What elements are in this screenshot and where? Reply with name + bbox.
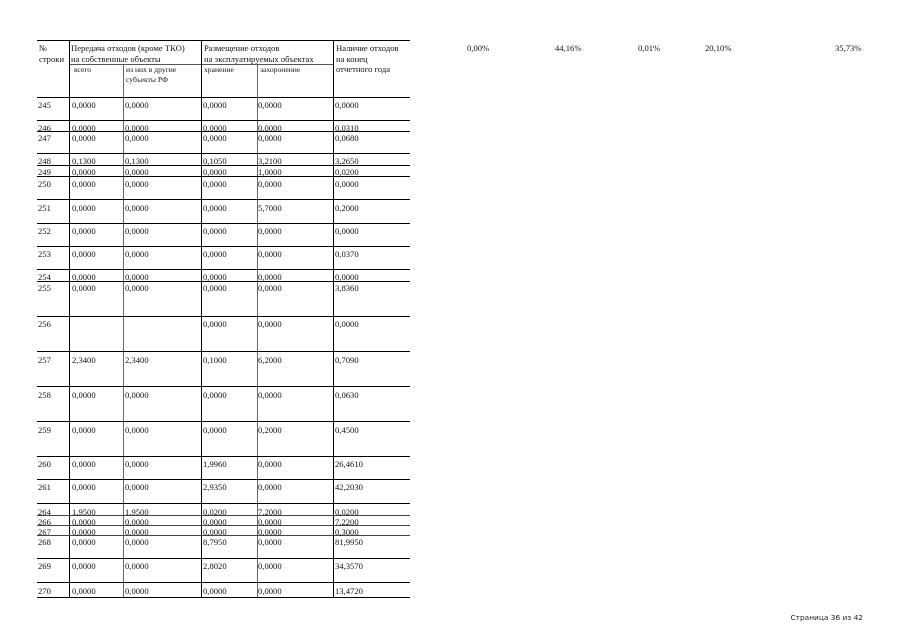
cell-transfer-all: 2,3400: [72, 355, 96, 365]
cell-transfer-regions: 2,3400: [125, 355, 149, 365]
cell-burial: 0,0000: [258, 249, 282, 259]
header-row-number: № строки: [39, 43, 65, 64]
cell-presence: 0,2000: [335, 203, 359, 213]
cell-presence: 3,2650: [335, 156, 359, 166]
cell-presence: 7,2200: [335, 517, 359, 527]
cell-storage: 0,0000: [203, 390, 227, 400]
table-row: [37, 166, 410, 177]
cell-presence: 0,0370: [335, 249, 359, 259]
header-transfer-group: Передача отходов (кроме ТКО) на собственные объекты: [71, 43, 185, 64]
table-row: [37, 389, 410, 422]
cell-presence: 0,0000: [335, 179, 359, 189]
cell-storage: 0,0000: [203, 517, 227, 527]
cell-burial: 0,0000: [258, 179, 282, 189]
cell-transfer-regions: 0,1300: [125, 156, 149, 166]
cell-burial: 5,7000: [258, 203, 282, 213]
cell-transfer-all: 0,0000: [72, 283, 96, 293]
percent-value: 0,00%: [467, 43, 490, 53]
cell-transfer-regions: 0,0000: [125, 586, 149, 596]
cell-transfer-regions: 0,0000: [125, 482, 149, 492]
cell-transfer-regions: 0,0000: [125, 179, 149, 189]
row-number: 268: [38, 537, 51, 547]
cell-transfer-regions: 0,0000: [125, 167, 149, 177]
cell-burial: 0,0000: [258, 272, 282, 282]
table-row: [37, 536, 410, 559]
cell-burial: 0,0000: [258, 100, 282, 110]
row-number: 260: [38, 459, 51, 469]
cell-transfer-all: 0,0000: [72, 179, 96, 189]
header-presence: Наличие отходов на конец отчетного года: [336, 43, 399, 74]
row-number: 267: [38, 527, 51, 537]
cell-transfer-regions: 0,0000: [125, 272, 149, 282]
row-number: 261: [38, 482, 51, 492]
table-row: [37, 516, 410, 526]
cell-transfer-all: 1,9500: [72, 507, 96, 517]
cell-storage: 0,0000: [203, 179, 227, 189]
cell-burial: 0,0000: [258, 459, 282, 469]
table-row: [37, 122, 410, 132]
cell-burial: 0,0000: [258, 586, 282, 596]
cell-transfer-regions: 0,0000: [125, 527, 149, 537]
cell-transfer-all: 0,0000: [72, 517, 96, 527]
cell-burial: 0,0000: [258, 537, 282, 547]
cell-presence: 34,3570: [335, 561, 363, 571]
cell-storage: 0,0000: [203, 272, 227, 282]
cell-storage: 0,0000: [203, 123, 227, 133]
table-row: [37, 99, 410, 121]
cell-presence: 26,4610: [335, 459, 363, 469]
cell-storage: 0,0000: [203, 319, 227, 329]
cell-transfer-regions: 0,0000: [125, 517, 149, 527]
cell-presence: 0,0200: [335, 507, 359, 517]
table-row: [37, 424, 410, 457]
cell-storage: 0,0000: [203, 226, 227, 236]
row-number: 256: [38, 319, 51, 329]
cell-burial: 6,2000: [258, 355, 282, 365]
cell-transfer-all: 0,0000: [72, 272, 96, 282]
cell-burial: 0,0000: [258, 123, 282, 133]
row-number: 266: [38, 517, 51, 527]
cell-storage: 0,0200: [203, 507, 227, 517]
cell-transfer-regions: 0,0000: [125, 537, 149, 547]
cell-transfer-all: 0,0000: [72, 123, 96, 133]
header-bottom-border: [37, 97, 410, 98]
table-row: [37, 354, 410, 387]
cell-transfer-all: 0,0000: [72, 425, 96, 435]
cell-burial: 0,0000: [258, 561, 282, 571]
cell-storage: 8,7950: [203, 537, 227, 547]
row-number: 259: [38, 425, 51, 435]
cell-presence: 81,9950: [335, 537, 363, 547]
cell-storage: 0,0000: [203, 133, 227, 143]
table-row: [37, 585, 410, 598]
cell-transfer-all: 0,0000: [72, 390, 96, 400]
row-number: 269: [38, 561, 51, 571]
percent-value: 20,10%: [705, 43, 732, 53]
cell-burial: 0,0000: [258, 517, 282, 527]
cell-storage: 2,9350: [203, 482, 227, 492]
cell-transfer-all: 0,0000: [72, 203, 96, 213]
header-placement-storage: хранение: [204, 65, 234, 74]
cell-transfer-all: 0,0000: [72, 527, 96, 537]
row-number: 254: [38, 272, 51, 282]
cell-burial: 0,0000: [258, 390, 282, 400]
row-number: 246: [38, 123, 51, 133]
cell-storage: 0,1050: [203, 156, 227, 166]
cell-burial: 0,0000: [258, 133, 282, 143]
cell-transfer-all: 0,0000: [72, 482, 96, 492]
table-row: [37, 560, 410, 583]
cell-burial: 7,2000: [258, 507, 282, 517]
row-number: 248: [38, 156, 51, 166]
cell-presence: 3,8360: [335, 283, 359, 293]
table-row: [37, 155, 410, 166]
cell-storage: 0,0000: [203, 283, 227, 293]
percent-value: 0,01%: [638, 43, 661, 53]
cell-presence: 0,0000: [335, 226, 359, 236]
cell-transfer-regions: 0,0000: [125, 123, 149, 133]
cell-storage: 0,0000: [203, 425, 227, 435]
cell-transfer-all: 0,0000: [72, 133, 96, 143]
table-row: [37, 458, 410, 480]
cell-transfer-all: 0,0000: [72, 561, 96, 571]
cell-presence: 0,0000: [335, 100, 359, 110]
row-number: 258: [38, 390, 51, 400]
table-row: [37, 526, 410, 536]
table-row: [37, 225, 410, 247]
cell-transfer-all: 0,0000: [72, 586, 96, 596]
cell-presence: 13,4720: [335, 586, 363, 596]
row-number: 255: [38, 283, 51, 293]
cell-transfer-regions: 0,0000: [125, 459, 149, 469]
table-row: [37, 506, 410, 516]
cell-burial: 0,0000: [258, 226, 282, 236]
cell-burial: 1,0000: [258, 167, 282, 177]
cell-burial: 0,0000: [258, 482, 282, 492]
cell-presence: 0,7090: [335, 355, 359, 365]
cell-burial: 0,0000: [258, 319, 282, 329]
cell-transfer-regions: 0,0000: [125, 249, 149, 259]
header-transfer-regions: из них в другие субъекты РФ: [126, 65, 177, 84]
cell-transfer-all: 0,0000: [72, 100, 96, 110]
cell-presence: 0,4500: [335, 425, 359, 435]
cell-transfer-regions: 0,0000: [125, 283, 149, 293]
table-row: [37, 248, 410, 270]
row-number: 270: [38, 586, 51, 596]
percent-value: 35,73%: [835, 43, 862, 53]
cell-presence: 0,0680: [335, 133, 359, 143]
table-row: [37, 271, 410, 282]
row-number: 252: [38, 226, 51, 236]
cell-transfer-all: 0,0000: [72, 459, 96, 469]
cell-transfer-regions: 0,0000: [125, 100, 149, 110]
cell-burial: 0,0000: [258, 283, 282, 293]
table-row: [37, 481, 410, 504]
cell-burial: 0,2000: [258, 425, 282, 435]
cell-presence: 42,2030: [335, 482, 363, 492]
cell-presence: 0,0310: [335, 123, 359, 133]
cell-transfer-all: 0,0000: [72, 537, 96, 547]
header-top-border: [37, 40, 410, 41]
cell-storage: 0,0000: [203, 167, 227, 177]
table-row: [37, 282, 410, 317]
page-number-footer: Страница 36 из 42: [790, 613, 863, 622]
cell-transfer-regions: 0,0000: [125, 390, 149, 400]
cell-transfer-regions: 1,9500: [125, 507, 149, 517]
cell-storage: 0,0000: [203, 527, 227, 537]
cell-storage: 1,9960: [203, 459, 227, 469]
cell-burial: 3,2100: [258, 156, 282, 166]
cell-storage: 0,1000: [203, 355, 227, 365]
cell-presence: 0,0000: [335, 319, 359, 329]
cell-transfer-all: 0,0000: [72, 249, 96, 259]
row-number: 250: [38, 179, 51, 189]
table-row: [37, 132, 410, 154]
cell-burial: 0,0000: [258, 527, 282, 537]
cell-presence: 0,3000: [335, 527, 359, 537]
table-row: [37, 202, 410, 224]
cell-presence: 0,0200: [335, 167, 359, 177]
header-transfer-all: всего: [74, 65, 92, 74]
cell-transfer-regions: 0,0000: [125, 425, 149, 435]
table-row: [37, 178, 410, 200]
cell-transfer-all: 0,0000: [72, 167, 96, 177]
cell-storage: 2,8020: [203, 561, 227, 571]
cell-transfer-regions: 0,0000: [125, 203, 149, 213]
table-row: [37, 318, 410, 352]
header-placement-group: Размещение отходов на эксплуатируемых объектах: [204, 43, 314, 64]
row-number: 251: [38, 203, 51, 213]
row-number: 253: [38, 249, 51, 259]
cell-presence: 0,0000: [335, 272, 359, 282]
cell-storage: 0,0000: [203, 249, 227, 259]
cell-transfer-regions: 0,0000: [125, 561, 149, 571]
cell-transfer-regions: 0,0000: [125, 133, 149, 143]
cell-presence: 0,0630: [335, 390, 359, 400]
row-number: 257: [38, 355, 51, 365]
cell-transfer-all: 0,1300: [72, 156, 96, 166]
cell-transfer-regions: 0,0000: [125, 226, 149, 236]
cell-storage: 0,0000: [203, 586, 227, 596]
header-placement-burial: захоронение: [260, 65, 301, 74]
row-number: 249: [38, 167, 51, 177]
cell-storage: 0,0000: [203, 203, 227, 213]
cell-storage: 0,0000: [203, 100, 227, 110]
cell-transfer-all: 0,0000: [72, 226, 96, 236]
row-number: 264: [38, 507, 51, 517]
row-number: 247: [38, 133, 51, 143]
row-number: 245: [38, 100, 51, 110]
percent-value: 44,16%: [555, 43, 582, 53]
